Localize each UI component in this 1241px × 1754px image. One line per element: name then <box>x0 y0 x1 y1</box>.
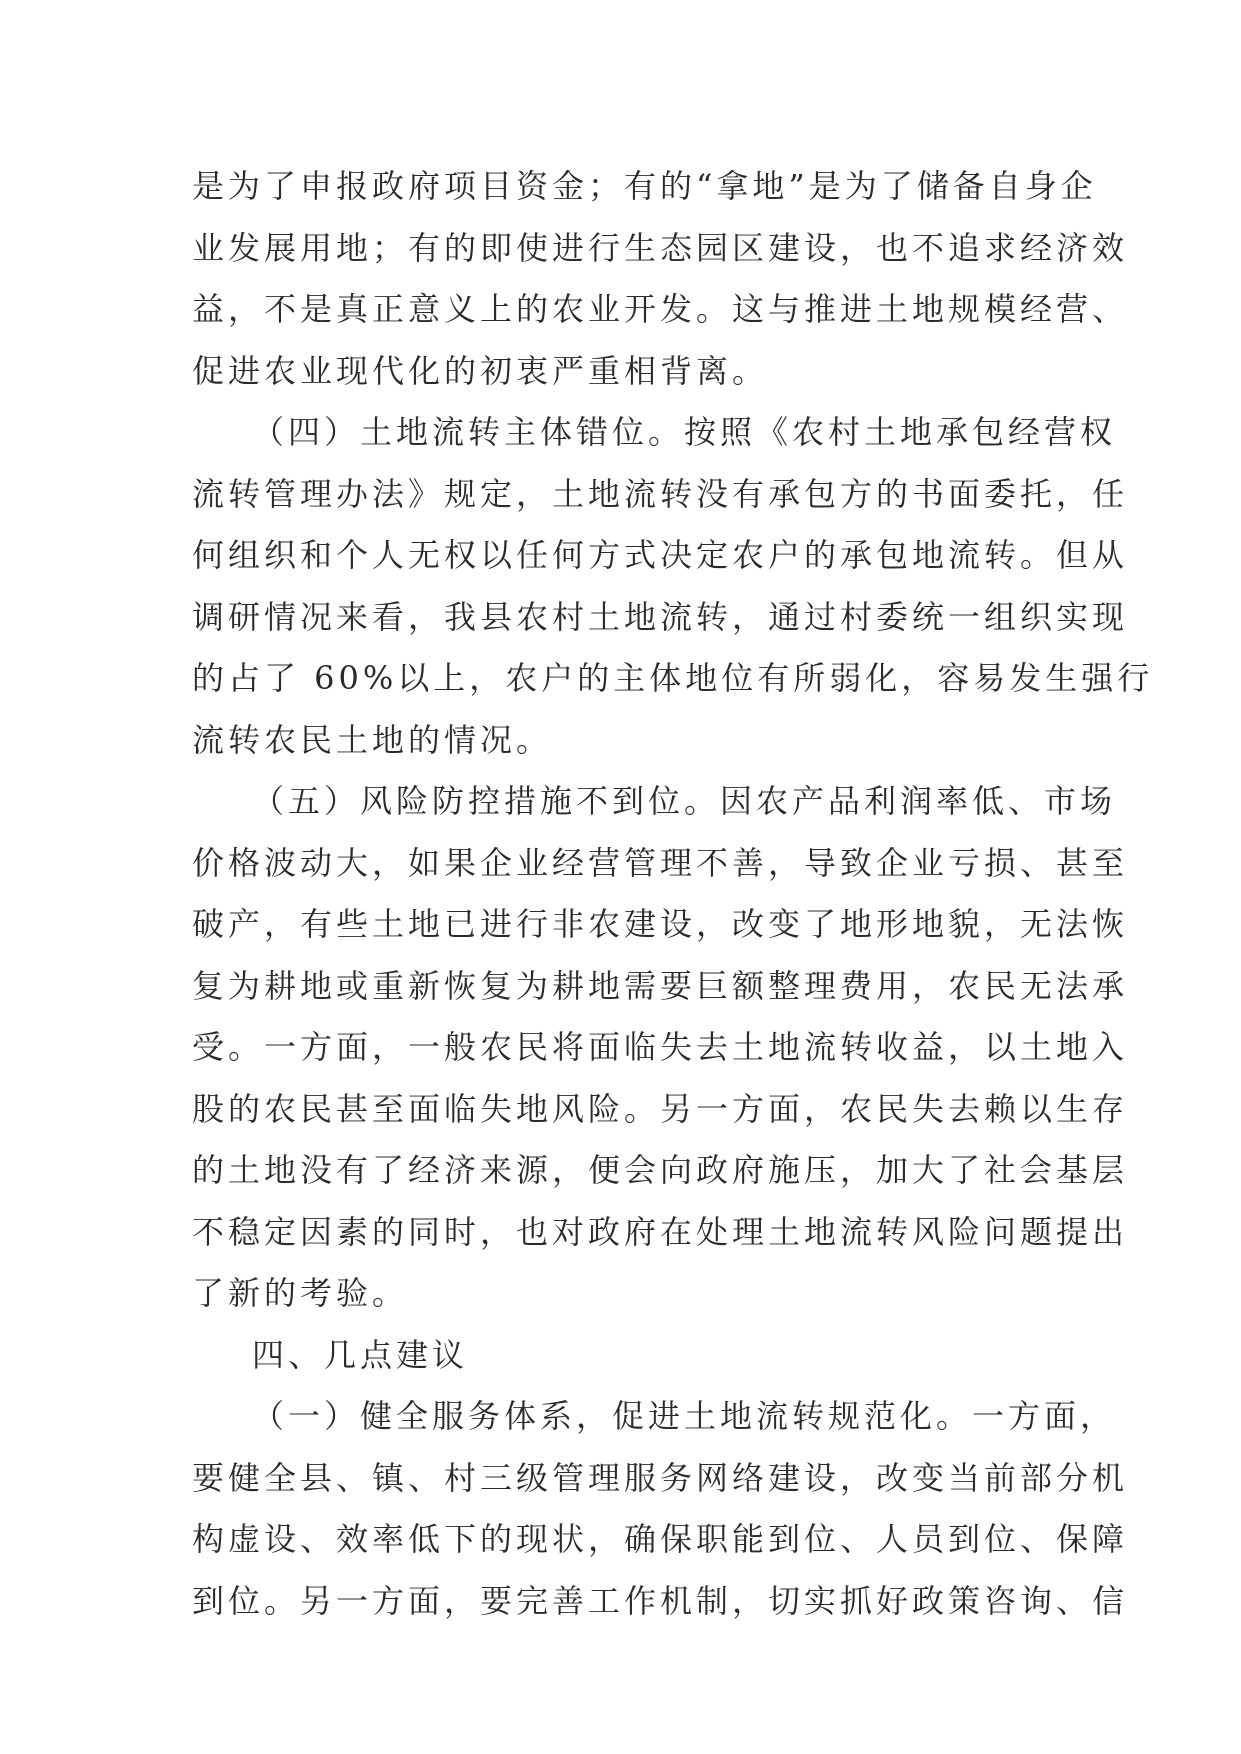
text-line: 是为了申报政府项目资金；有的“拿地”是为了储备自身企 <box>192 167 1097 205</box>
text-line: 破产，有些土地已进行非农建设，改变了地形地貌，无法恢 <box>192 905 1129 943</box>
text-line: 的土地没有了经济来源，便会向政府施压，加大了社会基层 <box>192 1151 1129 1189</box>
text-line: （五）风险防控措施不到位。因农产品利润率低、市场 <box>252 782 1117 820</box>
text-line: 受。一方面，一般农民将面临失去土地流转收益，以土地入 <box>192 1028 1129 1066</box>
text-line: （一）健全服务体系，促进土地流转规范化。一方面， <box>252 1397 1117 1435</box>
text-line: 了新的考验。 <box>192 1274 409 1312</box>
text-line: 流转管理办法》规定，土地流转没有承包方的书面委托，任 <box>192 474 1129 513</box>
text-line: 业发展用地；有的即使进行生态园区建设，也不追求经济效 <box>192 228 1129 267</box>
text-line: 四、几点建议 <box>252 1335 469 1374</box>
text-line: 不稳定因素的同时，也对政府在处理土地流转风险问题提出 <box>192 1212 1129 1251</box>
text-line: 股的农民甚至面临失地风险。另一方面，农民失去赖以生存 <box>192 1089 1129 1128</box>
text-line: 的占了 60%以上，农户的主体地位有所弱化，容易发生强行 <box>192 659 1154 697</box>
text-line: 复为耕地或重新恢复为耕地需要巨额整理费用，农民无法承 <box>192 966 1129 1005</box>
text-line: 促进农业现代化的初衷严重相背离。 <box>192 351 769 390</box>
text-line: 构虚设、效率低下的现状，确保职能到位、人员到位、保障 <box>192 1520 1129 1558</box>
text-line: 益，不是真正意义上的农业开发。这与推进土地规模经营、 <box>192 290 1129 328</box>
text-line: 价格波动大，如果企业经营管理不善，导致企业亏损、甚至 <box>192 843 1129 882</box>
document-body <box>192 156 1154 1632</box>
text-line: 到位。另一方面，要完善工作机制，切实抓好政策咨询、信 <box>192 1581 1129 1620</box>
text-line: 调研情况来看，我县农村土地流转，通过村委统一组织实现 <box>192 597 1129 636</box>
text-line: 何组织和个人无权以任何方式决定农户的承包地流转。但从 <box>192 536 1129 574</box>
text-line: （四）土地流转主体错位。按照《农村土地承包经营权 <box>252 413 1117 451</box>
text-line: 流转农民土地的情况。 <box>192 720 553 759</box>
text-line: 要健全县、镇、村三级管理服务网络建设，改变当前部分机 <box>192 1458 1129 1497</box>
